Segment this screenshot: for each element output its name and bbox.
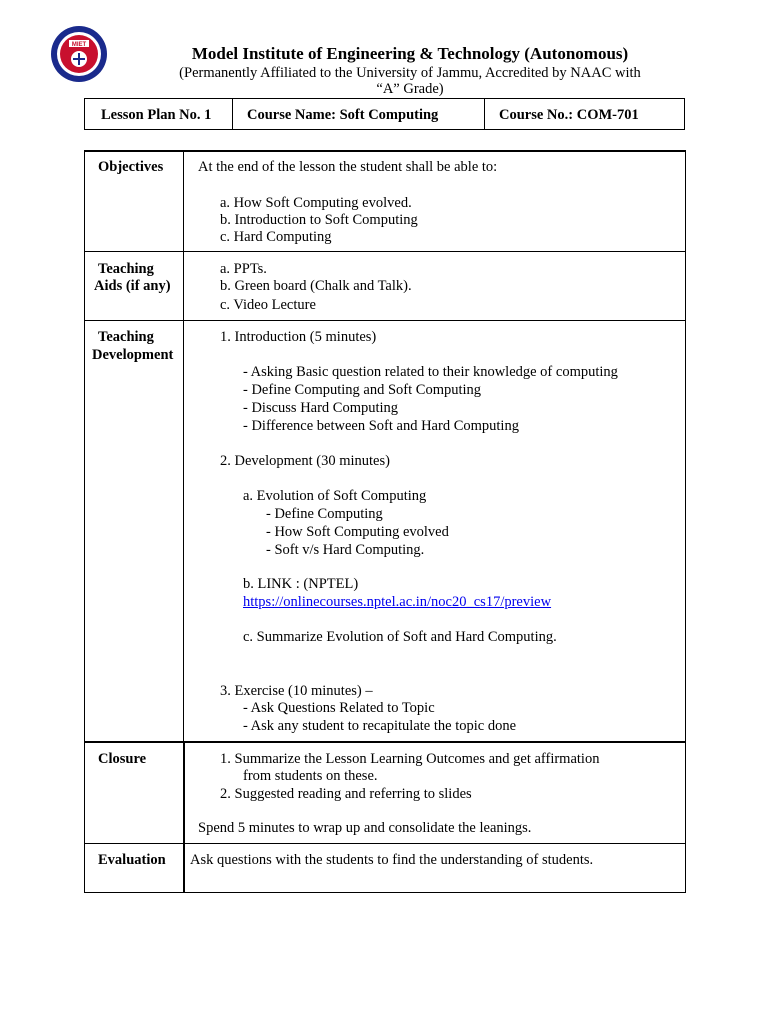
evolution-item: - Define Computing [266, 506, 383, 522]
teaching-aid-item: b. Green board (Chalk and Talk). [220, 278, 412, 294]
row-divider [84, 320, 686, 321]
institute-subtitle-line2: “A” Grade) [376, 81, 444, 97]
row-divider [84, 843, 686, 844]
course-name: Course Name: Soft Computing [247, 107, 439, 123]
evaluation-text: Ask questions with the students to find the understanding of students. [190, 852, 594, 868]
closure-wrap-text: Spend 5 minutes to wrap up and consolidate the leanings. [198, 820, 532, 836]
table-border-left [84, 150, 85, 893]
closure-item: 2. Suggested reading and referring to slides [220, 786, 472, 802]
table-border-top [84, 150, 686, 152]
intro-item: - Discuss Hard Computing [243, 400, 399, 416]
objective-item: b. Introduction to Soft Computing [220, 212, 418, 228]
closure-label: Closure [98, 751, 147, 767]
institute-title: Model Institute of Engineering & Technology (Autonomous) [191, 44, 629, 63]
objectives-label: Objectives [98, 159, 164, 175]
intro-item: - Asking Basic question related to their knowledge of computing [243, 364, 618, 380]
objectives-intro: At the end of the lesson the student shall be able to: [198, 159, 498, 175]
evolution-heading: a. Evolution of Soft Computing [243, 488, 427, 504]
row-divider [84, 741, 686, 743]
svg-text:MIET: MIET [71, 42, 87, 48]
objective-item: a. How Soft Computing evolved. [220, 195, 412, 211]
institute-subtitle-line1: (Permanently Affiliated to the University of Jammu, Accredited by NAAC with [179, 65, 641, 81]
course-number: Course No.: COM-701 [499, 107, 639, 123]
teaching-aid-item: a. PPTs. [220, 261, 267, 277]
evolution-item: - How Soft Computing evolved [266, 524, 449, 540]
evolution-item: - Soft v/s Hard Computing. [266, 542, 425, 558]
intro-item: - Difference between Soft and Hard Computing [243, 418, 519, 434]
table-border-bottom [84, 892, 686, 893]
row-divider [84, 251, 686, 252]
exercise-item: - Ask any student to recapitulate the topic done [243, 718, 517, 734]
development-heading: 2. Development (30 minutes) [220, 453, 390, 469]
teaching-development-label-line1: Teaching [98, 329, 154, 345]
evaluation-label: Evaluation [98, 852, 166, 868]
divider [484, 98, 485, 130]
link-label: b. LINK : (NPTEL) [243, 576, 359, 592]
intro-item: - Define Computing and Soft Computing [243, 382, 482, 398]
table-border-right [685, 150, 686, 893]
closure-item-continued: from students on these. [243, 768, 378, 784]
summarize-item: c. Summarize Evolution of Soft and Hard Computing. [243, 629, 557, 645]
column-divider [183, 743, 185, 893]
intro-heading: 1. Introduction (5 minutes) [220, 329, 377, 345]
institute-logo [50, 25, 108, 83]
teaching-aids-label-line2: Aids (if any) [94, 278, 171, 294]
closure-item: 1. Summarize the Lesson Learning Outcomes and get affirmation [220, 751, 600, 767]
lesson-plan-number: Lesson Plan No. 1 [101, 107, 212, 123]
teaching-development-label-line2: Development [92, 347, 174, 363]
exercise-heading: 3. Exercise (10 minutes) – [220, 683, 373, 699]
logo-seal-icon [50, 25, 108, 83]
divider [232, 98, 233, 130]
column-divider [183, 150, 184, 743]
objective-item: c. Hard Computing [220, 229, 332, 245]
exercise-item: - Ask Questions Related to Topic [243, 700, 435, 716]
teaching-aid-item: c. Video Lecture [220, 297, 316, 313]
nptel-link[interactable]: https://onlinecourses.nptel.ac.in/noc20_cs17/preview [243, 594, 552, 610]
teaching-aids-label-line1: Teaching [98, 261, 154, 277]
